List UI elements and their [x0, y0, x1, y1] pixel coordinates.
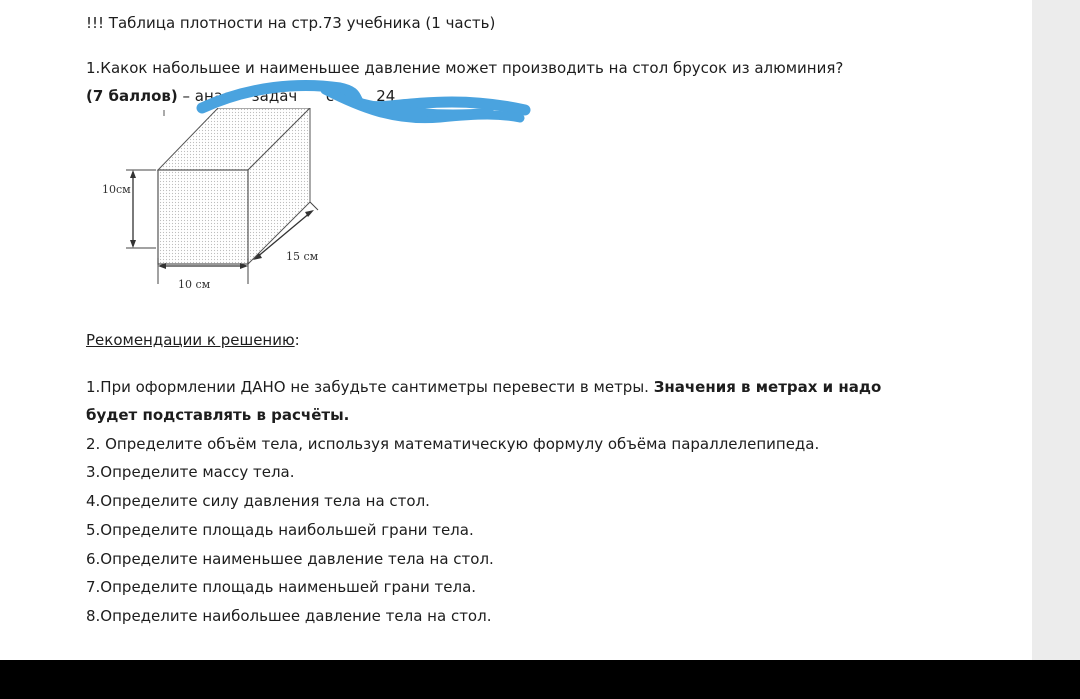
step-1-bold-b: будет подставлять в расчёты. — [86, 406, 350, 424]
bottom-black-bar — [0, 660, 1080, 699]
box-diagram — [96, 108, 346, 300]
step-1-line-a — [86, 377, 881, 397]
step-4: 4.Определите силу давления тела на стол. — [86, 492, 430, 510]
step-5: 5.Определите площадь наибольшей грани тела. — [86, 521, 474, 539]
height-label: 10см — [102, 183, 131, 196]
step-2: 2. Определите объём тела, используя математическую формулу объёма параллелепипеда. — [86, 435, 820, 453]
box-front-face — [158, 170, 248, 264]
recommendations-title: Рекомендации к решению — [86, 331, 295, 349]
task-hint: – анал задач стр 24 — [182, 87, 396, 105]
recommendations-title-suffix: : — [294, 331, 300, 349]
step-1-text: 1.При оформлении ДАНО не забудьте сантиметры перевести в метры. — [86, 378, 654, 396]
step-6: 6.Определите наименьшее давление тела на стол. — [86, 550, 494, 568]
step-1-bold-a: Значения в метрах и надо — [653, 378, 882, 396]
step-3: 3.Определите массу тела. — [86, 463, 295, 481]
task-question: 1.Какок набольшее и наименьшее давление может производить на стол брусок из алюминия? — [86, 59, 844, 77]
side-margin — [1032, 0, 1080, 660]
depth-label: 15 см — [286, 250, 319, 263]
width-label: 10 см — [178, 278, 211, 291]
header-note: !!! Таблица плотности на стр.73 учебника (1 часть) — [86, 14, 496, 32]
recommendations-title-line — [86, 330, 300, 350]
step-7: 7.Определите площадь наименьшей грани тела. — [86, 578, 477, 596]
step-8: 8.Определите наибольшее давление тела на стол. — [86, 607, 492, 625]
task-points: (7 баллов) — [86, 87, 178, 105]
